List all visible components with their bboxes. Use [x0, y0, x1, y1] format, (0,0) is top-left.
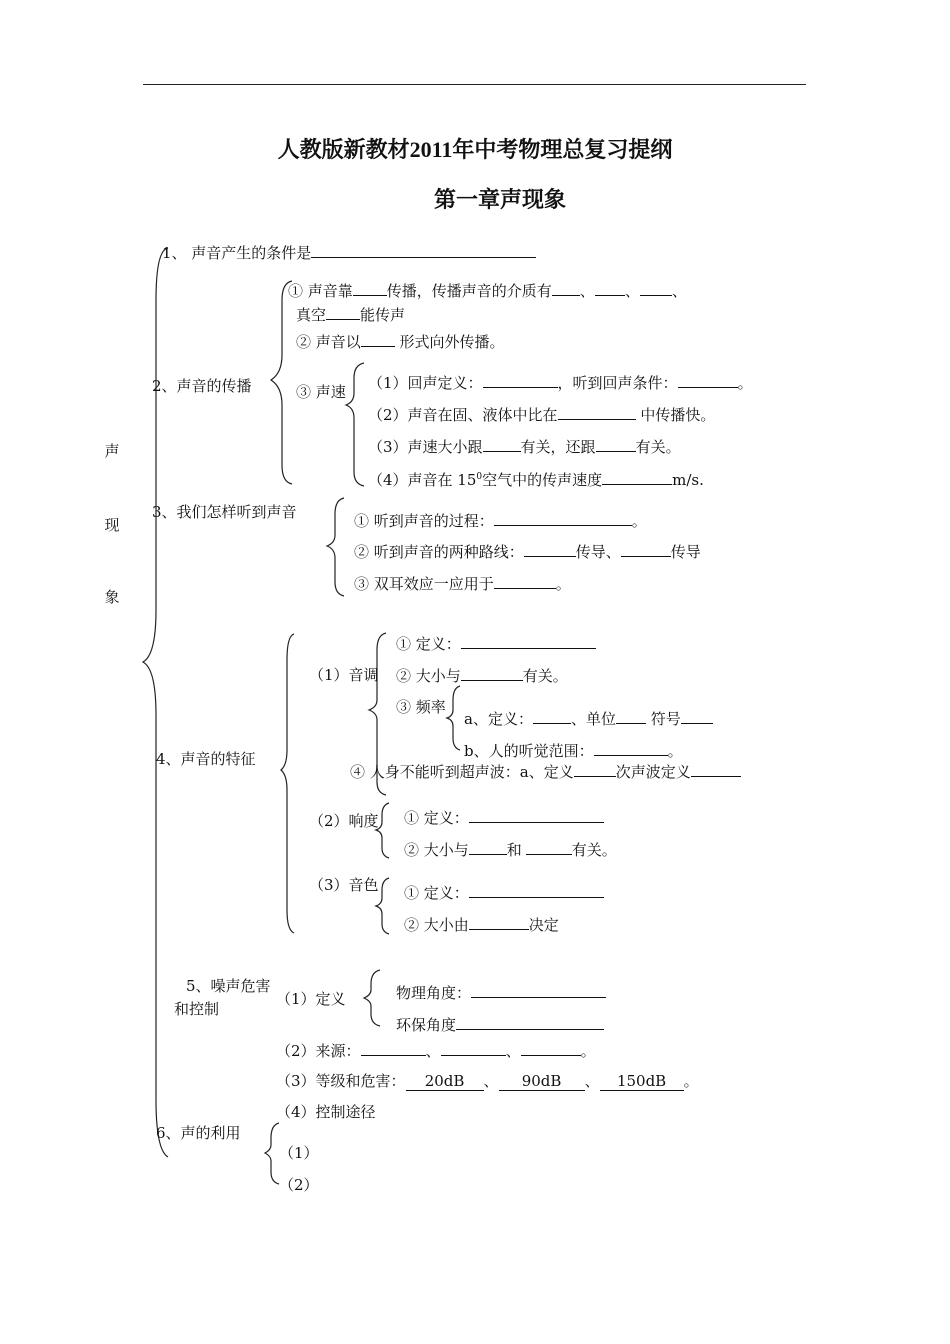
speed-item-2: （2）声音在固、液体中比在 中传播快。 — [368, 406, 716, 424]
brace-uses — [265, 1123, 279, 1184]
pitch-line-4: ④ 人身不能听到超声波：a、定义 次声波定义 — [350, 761, 741, 782]
section-5-label-1: 5、噪声危害 — [186, 977, 271, 995]
noise-def-physics: 物理角度： — [396, 982, 606, 1003]
speed-item-3: （3）声速大小跟 有关，还跟 有关。 — [368, 438, 681, 456]
uses-item-1: （1） — [279, 1144, 319, 1162]
timbre-label: （3）音色 — [309, 876, 379, 894]
section-5-label-2: 和控制 — [174, 1000, 220, 1018]
noise-levels: （3）等级和危害： 20dB 、 90dB 、 150dB 。 — [276, 1072, 699, 1090]
brace-propagation — [271, 281, 292, 484]
brace-hearing — [327, 498, 344, 596]
brace-noise-def — [364, 970, 380, 1026]
brace-frequency — [447, 686, 460, 750]
loudness-line-2: ② 大小与 和 有关。 — [404, 841, 617, 859]
propagation-line-2: ② 声音以 形式向外传播。 — [296, 333, 505, 351]
level-90db: 90dB — [499, 1073, 585, 1091]
propagation-line-1: ① 声音靠 传播，传播声音的介质有 、 、 、 — [288, 282, 687, 300]
chapter-title: 第一章声现象 — [434, 187, 567, 212]
timbre-line-1: ① 定义： — [404, 882, 604, 903]
noise-def-label: （1）定义 — [276, 990, 346, 1008]
pitch-label: （1）音调 — [309, 666, 379, 684]
doc-title: 人教版新教材2011年中考物理总复习提纲 — [277, 137, 673, 162]
section-3-label: 3、我们怎样听到声音 — [152, 503, 297, 521]
side-label-2: 现 — [104, 516, 120, 534]
side-label-3: 象 — [104, 588, 120, 606]
noise-def-env: 环保角度 — [396, 1014, 604, 1035]
frequency-label: ③ 频率 — [396, 698, 446, 716]
blank — [311, 242, 536, 258]
section-2-label: 2、声音的传播 — [152, 377, 252, 395]
timbre-line-2: ② 大小由 决定 — [404, 916, 559, 934]
propagation-line-1b: 真空 能传声 — [296, 306, 406, 324]
hearing-line-1: ① 听到声音的过程： 。 — [354, 512, 647, 530]
brace-features — [281, 634, 294, 933]
frequency-item-b: b、人的听觉范围： 。 — [464, 742, 683, 760]
frequency-item-a: a、定义： 、单位 符号 — [464, 708, 713, 729]
uses-item-2: （2） — [279, 1176, 319, 1194]
speed-item-1: （1）回声定义： ，听到回声条件： 。 — [368, 374, 753, 392]
brace-speed — [346, 363, 364, 486]
pitch-line-1: ① 定义： — [396, 633, 596, 654]
hearing-line-2: ② 听到声音的两种路线： 传导、 传导 — [354, 543, 701, 561]
section-1 — [162, 242, 536, 263]
loudness-line-1: ① 定义： — [404, 807, 604, 828]
noise-control: （4）控制途径 — [276, 1103, 376, 1121]
hearing-line-3: ③ 双耳效应一应用于 。 — [354, 575, 571, 593]
pitch-line-2: ② 大小与 有关。 — [396, 667, 568, 685]
loudness-label: （2）响度 — [309, 812, 379, 830]
speed-label: ③ 声速 — [296, 383, 346, 401]
noise-sources: （2）来源： 、 、 。 — [276, 1042, 596, 1060]
level-20db: 20dB — [406, 1073, 484, 1091]
section-4-label: 4、声音的特征 — [156, 750, 256, 768]
section-6-label: 6、声的利用 — [156, 1124, 241, 1142]
level-150db: 150dB — [600, 1073, 684, 1091]
side-label-1: 声 — [104, 442, 120, 460]
speed-item-4: （4）声音在 $15^0$空气中的传声速度 m/s. — [368, 471, 704, 489]
section-1-label: 1、 声音产生的条件是 — [162, 244, 312, 262]
